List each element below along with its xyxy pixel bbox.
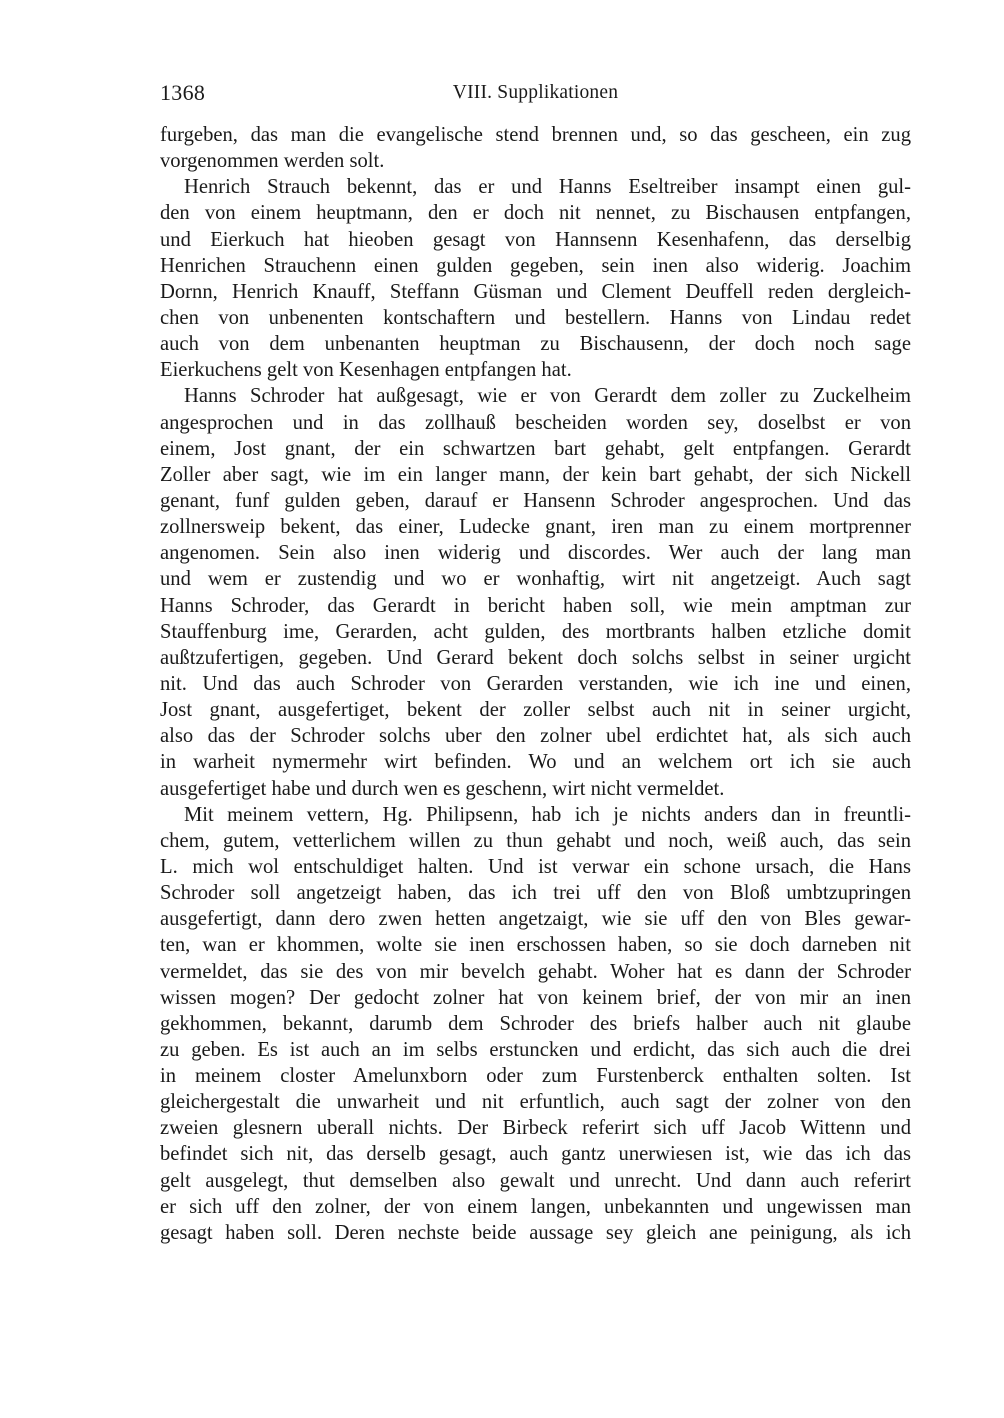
text-line: furgeben, das man die evangelische stend brennen und, so das gescheen, ein zug [160,124,911,146]
text-line: ausgefertigt, dann dero zwen hetten angetzaigt, wie sie uff den von Bles gewar- [160,908,911,931]
text-line: Henrichen Strauchenn einen gulden gegeben, sein inen also widerig. Joachim [160,254,911,277]
text-line: vorgenommen werden solt. [160,150,385,173]
text-line: gelt ausgelegt, thut demselben also gewalt und unrecht. Und dann auch referirt [160,1169,911,1192]
text-line: ten, wan er khommen, wolte sie inen erschossen haben, so sie doch darneben nit [160,934,911,957]
text-line: Jost gnant, ausgefertiget, bekent der zoller selbst auch nit in seiner urgicht, [160,699,911,722]
text-line: Hanns Schroder, das Gerardt in bericht haben soll, wie mein amptman zur [160,594,911,617]
page-number: 1368 [160,80,206,105]
text-line: Mit meinem vettern, Hg. Philipsenn, hab ich je nichts anders dan in freuntli- [184,803,911,826]
text-line: in meinem closter Amelunxborn oder zum Furstenberck enthalten solten. Ist [160,1065,911,1088]
text-line: gekhommen, bekannt, darumb dem Schroder des briefs halber auch nit glaube [160,1012,911,1035]
text-line: genant, funf gulden geben, darauf er Hansenn Schroder angesprochen. Und das [160,489,911,512]
text-line: befindet sich nit, das derselb gesagt, auch gantz unerwiesen ist, wie das ich das [160,1143,911,1166]
text-line: zweien glesnern uberall nichts. Der Birbeck referirt sich uff Jacob Wittenn und [160,1117,911,1140]
text-line: Dornn, Henrich Knauff, Steffann Güsman und Clement Deuffell reden dergleich- [160,280,911,303]
text-line: vermeldet, das sie des von mir bevelch gehabt. Woher hat es dann der Schroder [160,960,911,983]
text-line: also das der Schroder solchs uber den zolner ubel erdichtet hat, als sich auch [160,725,911,748]
text-line: Stauffenburg ime, Gerarden, acht gulden, des mortbrants halben etzliche domit [160,620,911,643]
text-line: zu geben. Es ist auch an im selbs erstuncken und erdicht, das sich auch die drei [160,1038,911,1061]
text-line: nit. Und das auch Schroder von Gerarden verstanden, wie ich ine und einen, [160,672,911,695]
text-line: Eierkuchens gelt von Kesenhagen entpfangen hat. [160,359,572,382]
text-line: angenomen. Sein also inen widerig und discordes. Wer auch der lang man [160,542,911,565]
running-head: VIII. Supplikationen [452,82,619,103]
text-line: ausgefertiget habe und durch wen es geschenn, wirt nicht vermeldet. [160,777,725,800]
text-line: er sich uff den zolner, der von einem langen, unbekannten und ungewissen man [160,1195,911,1218]
text-line: Hanns Schroder hat außgesagt, wie er von Gerardt dem zoller zu Zuckelheim [184,385,911,408]
text-line: auch von dem unbenanten heuptman zu Bischausenn, der doch noch sage [160,333,911,356]
text-line: chem, gutem, vetterlichem willen zu thun gehabt und noch, weiß auch, das sein [160,829,911,852]
text-line: wissen mogen? Der gedocht zolner hat von keinem brief, der von mir an inen [160,986,911,1009]
text-line: zollnersweip bekent, das einer, Ludecke gnant, iren man zu einem mortprenner [160,516,911,539]
text-line: einem, Jost gnant, der ein schwartzen bart gehabt, gelt entpfangen. Gerardt [160,437,911,460]
text-line: und Eierkuch hat hieoben gesagt von Hannsenn Kesenhafenn, das derselbig [160,228,911,251]
text-line: gleichergestalt die unwarheit und nit erfuntlich, auch sagt der zolner von den [160,1091,911,1114]
text-line: gesagt haben soll. Deren nechste beide aussage sey gleich ane peinigung, als ich [160,1221,911,1244]
text-line: L. mich wol entschuldiget halten. Und ist verwar ein schone ursach, die Hans [160,855,911,878]
text-line: angesprochen und in das zollhauß bescheiden worden sey, doselbst er von [160,411,911,434]
page-header [160,78,911,108]
text-line: Henrich Strauch bekennt, das er und Hanns Eseltreiber insampt einen gul- [184,176,911,199]
text-line: Zoller aber sagt, wie im ein langer mann, der kein bart gehabt, der sich Nickell [160,463,911,486]
text-line: in warheit nymermehr wirt befinden. Wo und an welchem ort ich sie auch [160,751,911,774]
text-line: chen von unbenenten kontschaftern und bestellern. Hanns von Lindau redet [160,306,911,329]
text-line: den von einem heuptmann, den er doch nit nennet, zu Bischausen entpfangen, [160,202,911,225]
text-line: und wem er zustendig und wo er wonhaftig, wirt nit angetzeigt. Auch sagt [160,568,911,591]
text-line: Schroder soll angetzeigt haben, das ich trei uff den von Bloß umbtzupringen [160,882,911,905]
text-line: außtzufertigen, gegeben. Und Gerard bekent doch solchs selbst in seiner urgicht [160,646,911,669]
body-text [160,122,911,1246]
